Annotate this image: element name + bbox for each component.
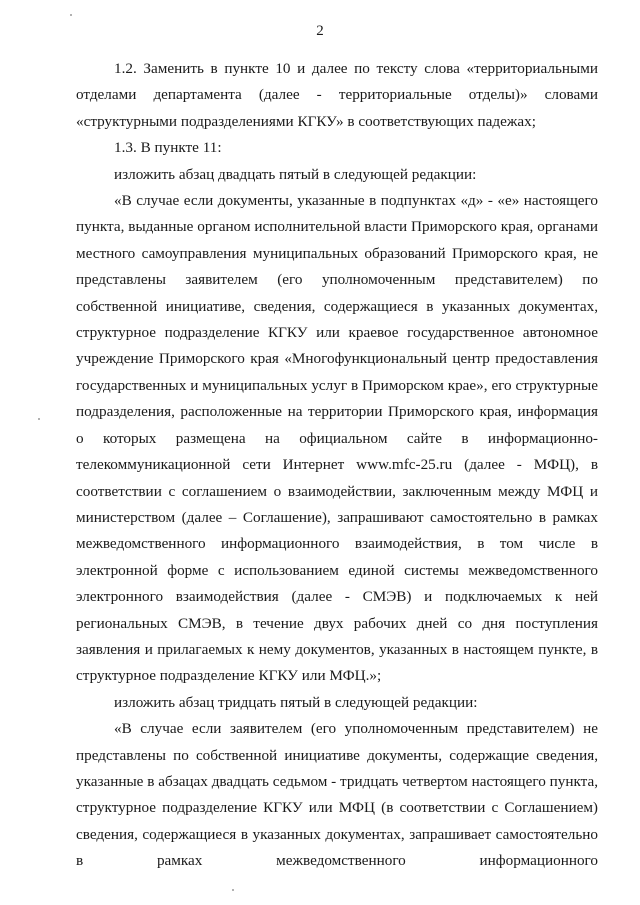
scan-speck xyxy=(232,889,234,891)
scan-speck xyxy=(70,14,72,16)
paragraph-1-3: 1.3. В пункте 11: xyxy=(114,139,222,157)
page-number: 2 xyxy=(316,23,324,39)
paragraph-instruction-35: изложить абзац тридцать пятый в следующей редакции: xyxy=(114,693,478,711)
paragraph-quote-25: «В случае если документы, указанные в подпунктах «д» - «е» настоящего пункта, выданные органом исполнительной власти Приморского края, органами местного самоуправления муниципальных образований Приморского края, не представлены заявителем (его уполномоченным представителем) по собственной инициативе, сведения, содержащиеся в указанных документах, структурное подразделение КГКУ или краевое государственное автономное учреждение Приморского края «Многофункциональный центр предоставления государственных и муниципальных услуг в Приморском крае», его структурные подразделения, расположенные на территории Приморского края, информация о которых размещена на официальном сайте в информационно-телекоммуникационной сети Интернет www.mfc-25.ru (далее - МФЦ), в соответствии с соглашением о взаимодействии, заключенным между МФЦ и министерством (далее – Соглашение), запрашивают самостоятельно в рамках межведомственного информационного взаимодействия, в том числе в электронной форме с использованием единой системы межведомственного электронного взаимодействия (далее - СМЭВ) и подключаемых к ней региональных СМЭВ, в течение двух рабочих дней со дня поступления заявления и прилагаемых к нему документов, указанных в настоящем пункте, в структурное подразделение КГКУ или МФЦ.»; xyxy=(76,192,598,685)
paragraph-1-2: 1.2. Заменить в пункте 10 и далее по тексту слова «территориальными отделами департамента (далее - территориальные отделы)» словами «структурными подразделениями КГКУ» в соответствующих падежах; xyxy=(76,60,598,130)
document-body xyxy=(76,56,598,875)
paragraph-instruction-25: изложить абзац двадцать пятый в следующей редакции: xyxy=(114,165,477,183)
scan-speck xyxy=(38,418,40,420)
paragraph-quote-35: «В случае если заявителем (его уполномоченным представителем) не представлены по собственной инициативе документы, содержащие сведения, указанные в абзацах двадцать седьмом - тридцать четвертом настоящего пункта, структурное подразделение КГКУ или МФЦ (в соответствии с Соглашением) сведения, содержащиеся в указанных документах, запрашивает самостоятельно в рамках межведомственного информационного xyxy=(76,720,598,870)
